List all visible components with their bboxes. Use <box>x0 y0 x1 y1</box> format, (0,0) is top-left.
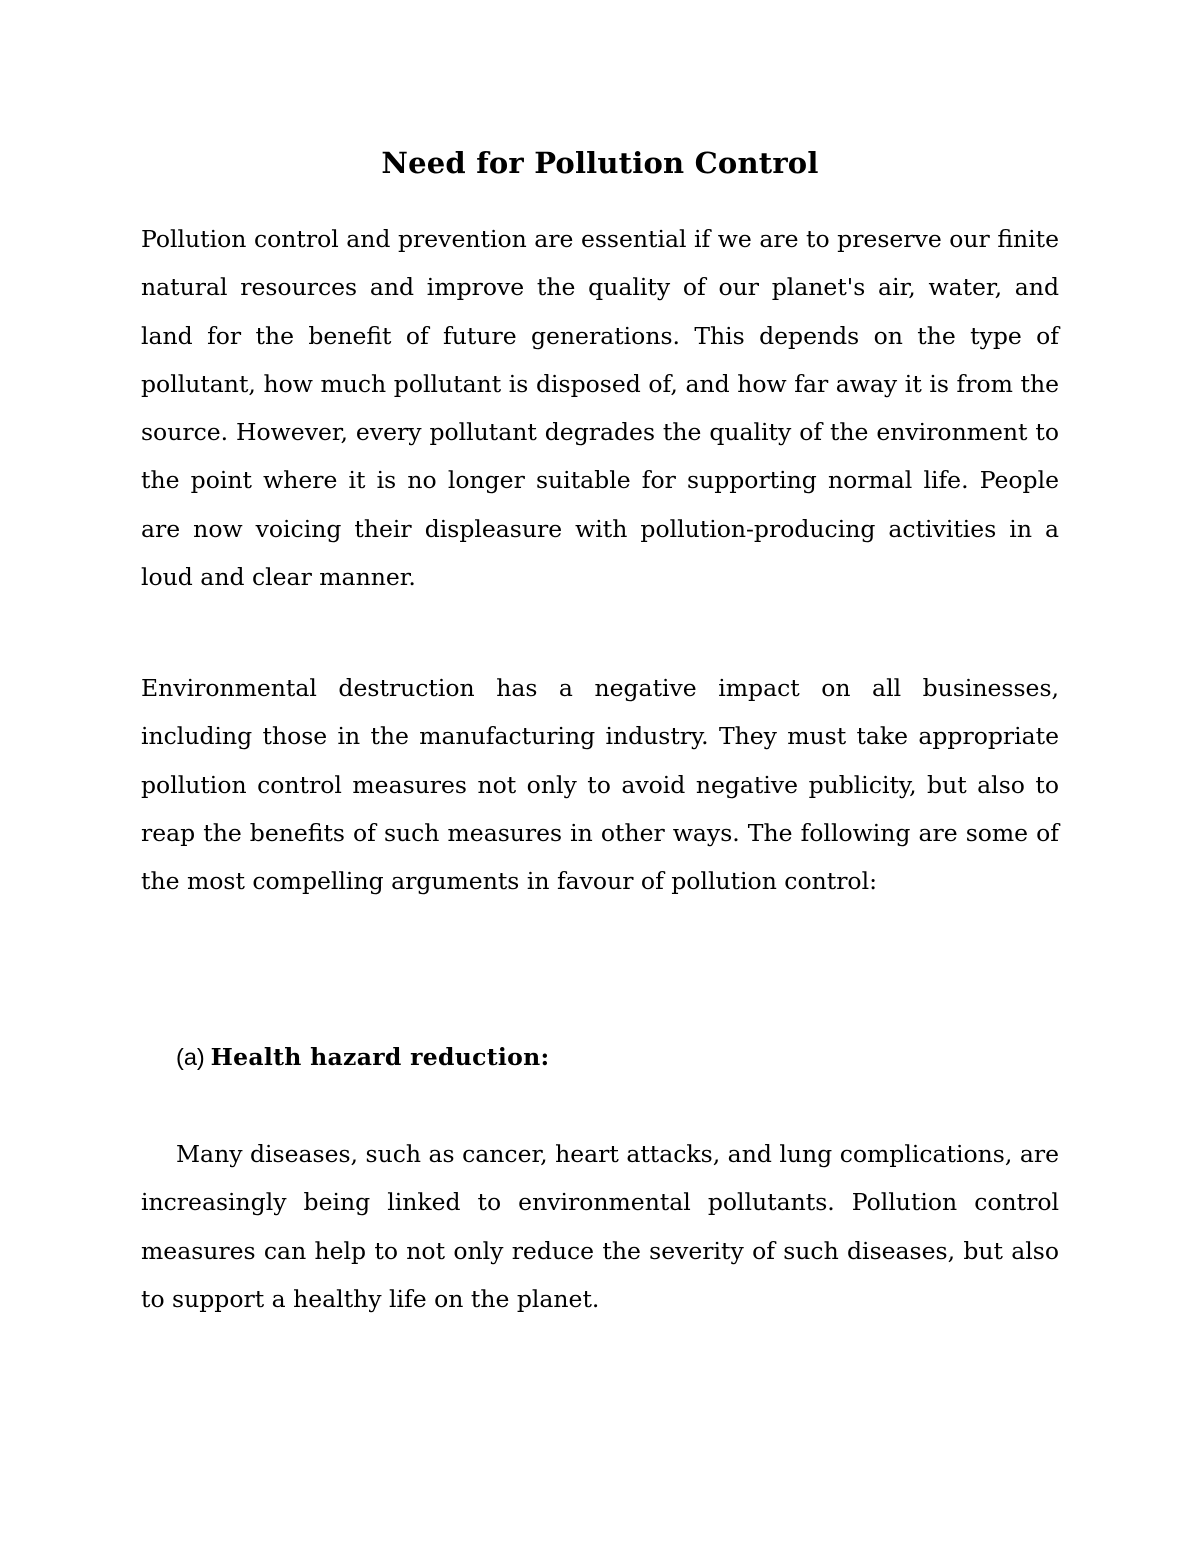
paragraph-business-impact: Environmental destruction has a negative impact on all businesses, including those in the manufacturing industry. They must take appropriate pollution control measures not only to avoid negative publicity, but also to reap the benefits of such measures in other ways. The following are some of the most compelling arguments in favour of pollution control: <box>141 674 1059 896</box>
section-a-label: Health hazard reduction: <box>210 1043 550 1071</box>
section-a-marker: (a) <box>176 1044 205 1070</box>
section-a-body: Many diseases, such as cancer, heart attacks, and lung complications, are increasingly being linked to environmental pollutants. Pollution control measures can help to not only reduce the severity of such diseases, but also to support a healthy life on the planet. <box>141 1140 1059 1313</box>
section-a-heading <box>176 1037 550 1078</box>
page-title: Need for Pollution Control <box>381 146 819 180</box>
paragraph-intro: Pollution control and prevention are essential if we are to preserve our finite natural resources and improve the quality of our planet's air, water, and land for the benefit of future generations. This depends on the type of pollutant, how much pollutant is disposed of, and how far away it is from the source. However, every pollutant degrades the quality of the environment to the point where it is no longer suitable for supporting normal life. People are now voicing their displeasure with pollution-producing activities in a loud and clear manner. <box>141 225 1059 592</box>
